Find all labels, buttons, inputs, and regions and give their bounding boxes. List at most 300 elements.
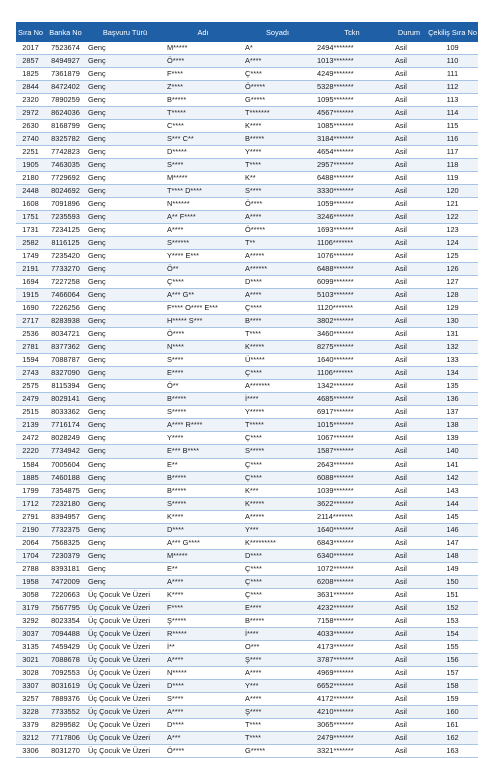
cell-soyadi: T**** [242,731,313,744]
cell-durum: Asil [391,146,427,159]
cell-basvuru-turu: Üç Çocuk Ve Üzeri [86,731,164,744]
cell-tckn: 1106******* [313,367,391,380]
cell-durum: Asil [391,55,427,68]
cell-soyadi: Ç**** [242,588,313,601]
cell-banka-no: 7568325 [45,536,86,549]
cell-cekilis-sira-no: 143 [427,484,478,497]
cell-soyadi: Ç**** [242,471,313,484]
cell-cekilis-sira-no: 148 [427,549,478,562]
cell-banka-no: 7734942 [45,445,86,458]
cell-adi: F**** O**** E*** [164,302,242,315]
cell-soyadi: T**** [242,159,313,172]
cell-basvuru-turu: Genç [86,471,164,484]
table-row [16,445,478,458]
cell-durum: Asil [391,302,427,315]
table-row [16,705,478,718]
cell-cekilis-sira-no: 147 [427,536,478,549]
cell-sira-no: 2575 [16,380,45,393]
cell-sira-no: 3028 [16,666,45,679]
cell-cekilis-sira-no: 122 [427,211,478,224]
cell-banka-no: 8325782 [45,133,86,146]
table-row [16,198,478,211]
cell-durum: Asil [391,263,427,276]
cell-tckn: 4210******* [313,705,391,718]
cell-basvuru-turu: Genç [86,302,164,315]
table-row [16,159,478,172]
table-row [16,354,478,367]
cell-adi: Ö** [164,263,242,276]
cell-durum: Asil [391,81,427,94]
cell-soyadi: K** [242,172,313,185]
cell-cekilis-sira-no: 132 [427,341,478,354]
cell-adi: S*** C** [164,133,242,146]
header-cekilis-sira-no: Çekiliş Sıra No [427,22,478,42]
cell-adi: E** [164,458,242,471]
cell-sira-no: 1915 [16,289,45,302]
table-row [16,276,478,289]
cell-sira-no: 2582 [16,237,45,250]
cell-durum: Asil [391,679,427,692]
cell-banka-no: 7567795 [45,601,86,614]
cell-tckn: 1106******* [313,237,391,250]
header-basvuru-turu: Başvuru Türü [86,22,164,42]
cell-durum: Asil [391,380,427,393]
cell-soyadi: K*** [242,484,313,497]
cell-adi: B***** [164,471,242,484]
cell-durum: Asil [391,68,427,81]
cell-adi: F**** [164,68,242,81]
cell-banka-no: 8168799 [45,120,86,133]
table-row [16,536,478,549]
cell-banka-no: 7733270 [45,263,86,276]
cell-sira-no: 2220 [16,445,45,458]
cell-cekilis-sira-no: 118 [427,159,478,172]
cell-tckn: 2957******* [313,159,391,172]
cell-sira-no: 1731 [16,224,45,237]
cell-durum: Asil [391,432,427,445]
cell-cekilis-sira-no: 159 [427,692,478,705]
cell-sira-no: 2448 [16,185,45,198]
cell-basvuru-turu: Üç Çocuk Ve Üzeri [86,705,164,718]
cell-soyadi: T**** [242,328,313,341]
cell-soyadi: K********* [242,536,313,549]
cell-adi: K**** [164,510,242,523]
cell-durum: Asil [391,237,427,250]
cell-sira-no: 1958 [16,575,45,588]
cell-cekilis-sira-no: 129 [427,302,478,315]
table-row [16,68,478,81]
cell-banka-no: 8023354 [45,614,86,627]
cell-tckn: 8275******* [313,341,391,354]
cell-banka-no: 7088678 [45,653,86,666]
cell-cekilis-sira-no: 139 [427,432,478,445]
cell-banka-no: 8394957 [45,510,86,523]
cell-soyadi: A***** [242,250,313,263]
table-row [16,328,478,341]
cell-cekilis-sira-no: 130 [427,315,478,328]
cell-basvuru-turu: Genç [86,523,164,536]
cell-adi: F**** [164,601,242,614]
cell-soyadi: Y**** [242,146,313,159]
cell-cekilis-sira-no: 109 [427,42,478,55]
table-row [16,55,478,68]
cell-basvuru-turu: Genç [86,510,164,523]
cell-banka-no: 7226256 [45,302,86,315]
cell-banka-no: 7459429 [45,640,86,653]
table-row [16,510,478,523]
cell-soyadi: Ç**** [242,432,313,445]
cell-adi: D***** [164,146,242,159]
cell-soyadi: K***** [242,341,313,354]
cell-cekilis-sira-no: 157 [427,666,478,679]
cell-soyadi: A**** [242,666,313,679]
cell-basvuru-turu: Genç [86,120,164,133]
table-row [16,133,478,146]
cell-soyadi: D**** [242,549,313,562]
cell-cekilis-sira-no: 121 [427,198,478,211]
cell-banka-no: 8024692 [45,185,86,198]
table-row [16,224,478,237]
cell-soyadi: Ö***** [242,81,313,94]
table-row [16,640,478,653]
cell-cekilis-sira-no: 136 [427,393,478,406]
cell-tckn: 6843******* [313,536,391,549]
cell-basvuru-turu: Genç [86,289,164,302]
cell-banka-no: 8299582 [45,718,86,731]
cell-sira-no: 1690 [16,302,45,315]
cell-durum: Asil [391,575,427,588]
cell-adi: A**** [164,224,242,237]
cell-banka-no: 7716174 [45,419,86,432]
cell-soyadi: B***** [242,614,313,627]
cell-tckn: 6340******* [313,549,391,562]
cell-sira-no: 1584 [16,458,45,471]
cell-soyadi: E**** [242,601,313,614]
cell-sira-no: 3307 [16,679,45,692]
cell-durum: Asil [391,705,427,718]
cell-banka-no: 7890259 [45,94,86,107]
table-header [16,22,478,42]
table-row [16,393,478,406]
table-row [16,601,478,614]
table-row [16,406,478,419]
header-soyadi: Soyadı [242,22,313,42]
cell-basvuru-turu: Genç [86,497,164,510]
cell-tckn: 1587******* [313,445,391,458]
cell-sira-no: 3306 [16,744,45,757]
table-row [16,81,478,94]
cell-adi: N***** [164,666,242,679]
cell-sira-no: 2743 [16,367,45,380]
cell-soyadi: A* [242,42,313,55]
header-sira-no: Sıra No [16,22,45,42]
cell-soyadi: Y*** [242,679,313,692]
cell-cekilis-sira-no: 146 [427,523,478,536]
cell-tckn: 1085******* [313,120,391,133]
cell-soyadi: Ç**** [242,562,313,575]
cell-durum: Asil [391,315,427,328]
cell-tckn: 3065******* [313,718,391,731]
cell-tckn: 2114******* [313,510,391,523]
cell-cekilis-sira-no: 128 [427,289,478,302]
cell-durum: Asil [391,523,427,536]
cell-banka-no: 7232180 [45,497,86,510]
cell-banka-no: 8031619 [45,679,86,692]
cell-basvuru-turu: Genç [86,224,164,237]
cell-basvuru-turu: Genç [86,341,164,354]
cell-banka-no: 8033362 [45,406,86,419]
table-row [16,237,478,250]
cell-banka-no: 8494927 [45,55,86,68]
cell-tckn: 1039******* [313,484,391,497]
table-row [16,627,478,640]
cell-cekilis-sira-no: 114 [427,107,478,120]
cell-adi: E*** B**** [164,445,242,458]
table-body [16,42,478,757]
cell-durum: Asil [391,42,427,55]
cell-adi: M***** [164,42,242,55]
cell-adi: M***** [164,549,242,562]
cell-basvuru-turu: Genç [86,185,164,198]
cell-soyadi: Ç**** [242,302,313,315]
cell-durum: Asil [391,497,427,510]
cell-adi: Ö** [164,380,242,393]
cell-tckn: 6652******* [313,679,391,692]
cell-cekilis-sira-no: 131 [427,328,478,341]
cell-basvuru-turu: Genç [86,81,164,94]
cell-adi: A**** [164,653,242,666]
cell-banka-no: 8116125 [45,237,86,250]
cell-cekilis-sira-no: 117 [427,146,478,159]
cell-banka-no: 7733552 [45,705,86,718]
cell-sira-no: 3257 [16,692,45,705]
cell-soyadi: Ş**** [242,705,313,718]
table-row [16,315,478,328]
cell-cekilis-sira-no: 124 [427,237,478,250]
cell-soyadi: G***** [242,94,313,107]
cell-sira-no: 2788 [16,562,45,575]
lottery-results-table [16,22,478,758]
cell-durum: Asil [391,198,427,211]
cell-tckn: 1076******* [313,250,391,263]
cell-soyadi: İ**** [242,627,313,640]
cell-durum: Asil [391,107,427,120]
cell-basvuru-turu: Genç [86,562,164,575]
cell-durum: Asil [391,133,427,146]
cell-soyadi: Ü***** [242,354,313,367]
cell-adi: D**** [164,679,242,692]
cell-banka-no: 7732375 [45,523,86,536]
cell-sira-no: 1704 [16,549,45,562]
cell-tckn: 4685******* [313,393,391,406]
cell-tckn: 1342******* [313,380,391,393]
cell-cekilis-sira-no: 141 [427,458,478,471]
cell-adi: S**** [164,354,242,367]
cell-sira-no: 1712 [16,497,45,510]
cell-sira-no: 1751 [16,211,45,224]
cell-adi: S**** [164,159,242,172]
cell-sira-no: 2180 [16,172,45,185]
table-row [16,172,478,185]
table-row [16,731,478,744]
cell-sira-no: 2191 [16,263,45,276]
cell-banka-no: 7227258 [45,276,86,289]
cell-cekilis-sira-no: 123 [427,224,478,237]
cell-sira-no: 3228 [16,705,45,718]
cell-durum: Asil [391,367,427,380]
cell-durum: Asil [391,614,427,627]
cell-tckn: 3330******* [313,185,391,198]
table-row [16,341,478,354]
cell-durum: Asil [391,744,427,757]
table-row [16,588,478,601]
cell-adi: E**** [164,367,242,380]
cell-cekilis-sira-no: 115 [427,120,478,133]
cell-sira-no: 2972 [16,107,45,120]
cell-soyadi: S**** [242,185,313,198]
cell-basvuru-turu: Üç Çocuk Ve Üzeri [86,614,164,627]
cell-durum: Asil [391,588,427,601]
header-tckn: Tckn [313,22,391,42]
cell-soyadi: Ö***** [242,224,313,237]
cell-adi: M***** [164,172,242,185]
cell-banka-no: 8029141 [45,393,86,406]
cell-cekilis-sira-no: 151 [427,588,478,601]
cell-adi: H***** S*** [164,315,242,328]
cell-soyadi: A**** [242,289,313,302]
cell-tckn: 4567******* [313,107,391,120]
cell-basvuru-turu: Genç [86,68,164,81]
cell-durum: Asil [391,731,427,744]
cell-durum: Asil [391,718,427,731]
cell-soyadi: G***** [242,744,313,757]
cell-sira-no: 2781 [16,341,45,354]
cell-cekilis-sira-no: 142 [427,471,478,484]
cell-banka-no: 8283938 [45,315,86,328]
cell-durum: Asil [391,445,427,458]
cell-sira-no: 3058 [16,588,45,601]
cell-durum: Asil [391,328,427,341]
cell-basvuru-turu: Genç [86,575,164,588]
cell-durum: Asil [391,627,427,640]
table-row [16,107,478,120]
cell-soyadi: O*** [242,640,313,653]
table-row [16,523,478,536]
cell-cekilis-sira-no: 110 [427,55,478,68]
cell-tckn: 3246******* [313,211,391,224]
cell-adi: S***** [164,497,242,510]
cell-cekilis-sira-no: 154 [427,627,478,640]
cell-sira-no: 2320 [16,94,45,107]
cell-adi: D**** [164,718,242,731]
table-row [16,497,478,510]
cell-soyadi: Y***** [242,406,313,419]
cell-basvuru-turu: Genç [86,211,164,224]
cell-adi: Y**** [164,432,242,445]
cell-adi: Ç**** [164,276,242,289]
cell-durum: Asil [391,471,427,484]
cell-adi: S**** [164,692,242,705]
cell-tckn: 1120******* [313,302,391,315]
cell-banka-no: 8377362 [45,341,86,354]
cell-adi: Ş***** [164,614,242,627]
cell-soyadi: Ç**** [242,367,313,380]
cell-sira-no: 3292 [16,614,45,627]
cell-sira-no: 2740 [16,133,45,146]
cell-cekilis-sira-no: 160 [427,705,478,718]
cell-tckn: 5103******* [313,289,391,302]
cell-durum: Asil [391,536,427,549]
cell-durum: Asil [391,94,427,107]
cell-sira-no: 2251 [16,146,45,159]
cell-adi: Y**** E*** [164,250,242,263]
cell-adi: T***** [164,107,242,120]
cell-basvuru-turu: Genç [86,159,164,172]
table-row [16,575,478,588]
cell-cekilis-sira-no: 135 [427,380,478,393]
cell-soyadi: S***** [242,445,313,458]
cell-basvuru-turu: Genç [86,419,164,432]
cell-durum: Asil [391,393,427,406]
table-row [16,718,478,731]
cell-adi: Ö**** [164,55,242,68]
cell-basvuru-turu: Genç [86,263,164,276]
cell-banka-no: 7354875 [45,484,86,497]
cell-banka-no: 8624036 [45,107,86,120]
cell-basvuru-turu: Genç [86,432,164,445]
cell-cekilis-sira-no: 150 [427,575,478,588]
cell-basvuru-turu: Genç [86,107,164,120]
cell-adi: T**** D**** [164,185,242,198]
cell-adi: C**** [164,120,242,133]
cell-tckn: 3460******* [313,328,391,341]
header-adi: Adı [164,22,242,42]
cell-cekilis-sira-no: 133 [427,354,478,367]
cell-cekilis-sira-no: 155 [427,640,478,653]
cell-sira-no: 2479 [16,393,45,406]
cell-durum: Asil [391,120,427,133]
cell-tckn: 4172******* [313,692,391,705]
cell-banka-no: 7361879 [45,68,86,81]
cell-basvuru-turu: Genç [86,276,164,289]
cell-soyadi: T******* [242,107,313,120]
cell-sira-no: 1905 [16,159,45,172]
cell-basvuru-turu: Genç [86,328,164,341]
cell-durum: Asil [391,484,427,497]
cell-sira-no: 2139 [16,419,45,432]
cell-basvuru-turu: Genç [86,55,164,68]
cell-banka-no: 8115394 [45,380,86,393]
cell-basvuru-turu: Üç Çocuk Ve Üzeri [86,653,164,666]
cell-tckn: 1067******* [313,432,391,445]
table-row [16,185,478,198]
cell-basvuru-turu: Üç Çocuk Ve Üzeri [86,744,164,757]
cell-tckn: 2494******* [313,42,391,55]
cell-banka-no: 8393181 [45,562,86,575]
cell-adi: A*** [164,731,242,744]
table-row [16,692,478,705]
cell-tckn: 4173******* [313,640,391,653]
table-row [16,432,478,445]
table-row [16,549,478,562]
cell-tckn: 6488******* [313,263,391,276]
cell-sira-no: 2857 [16,55,45,68]
cell-soyadi: A***** [242,510,313,523]
table-row [16,458,478,471]
cell-soyadi: Ş**** [242,653,313,666]
cell-basvuru-turu: Genç [86,549,164,562]
cell-durum: Asil [391,289,427,302]
